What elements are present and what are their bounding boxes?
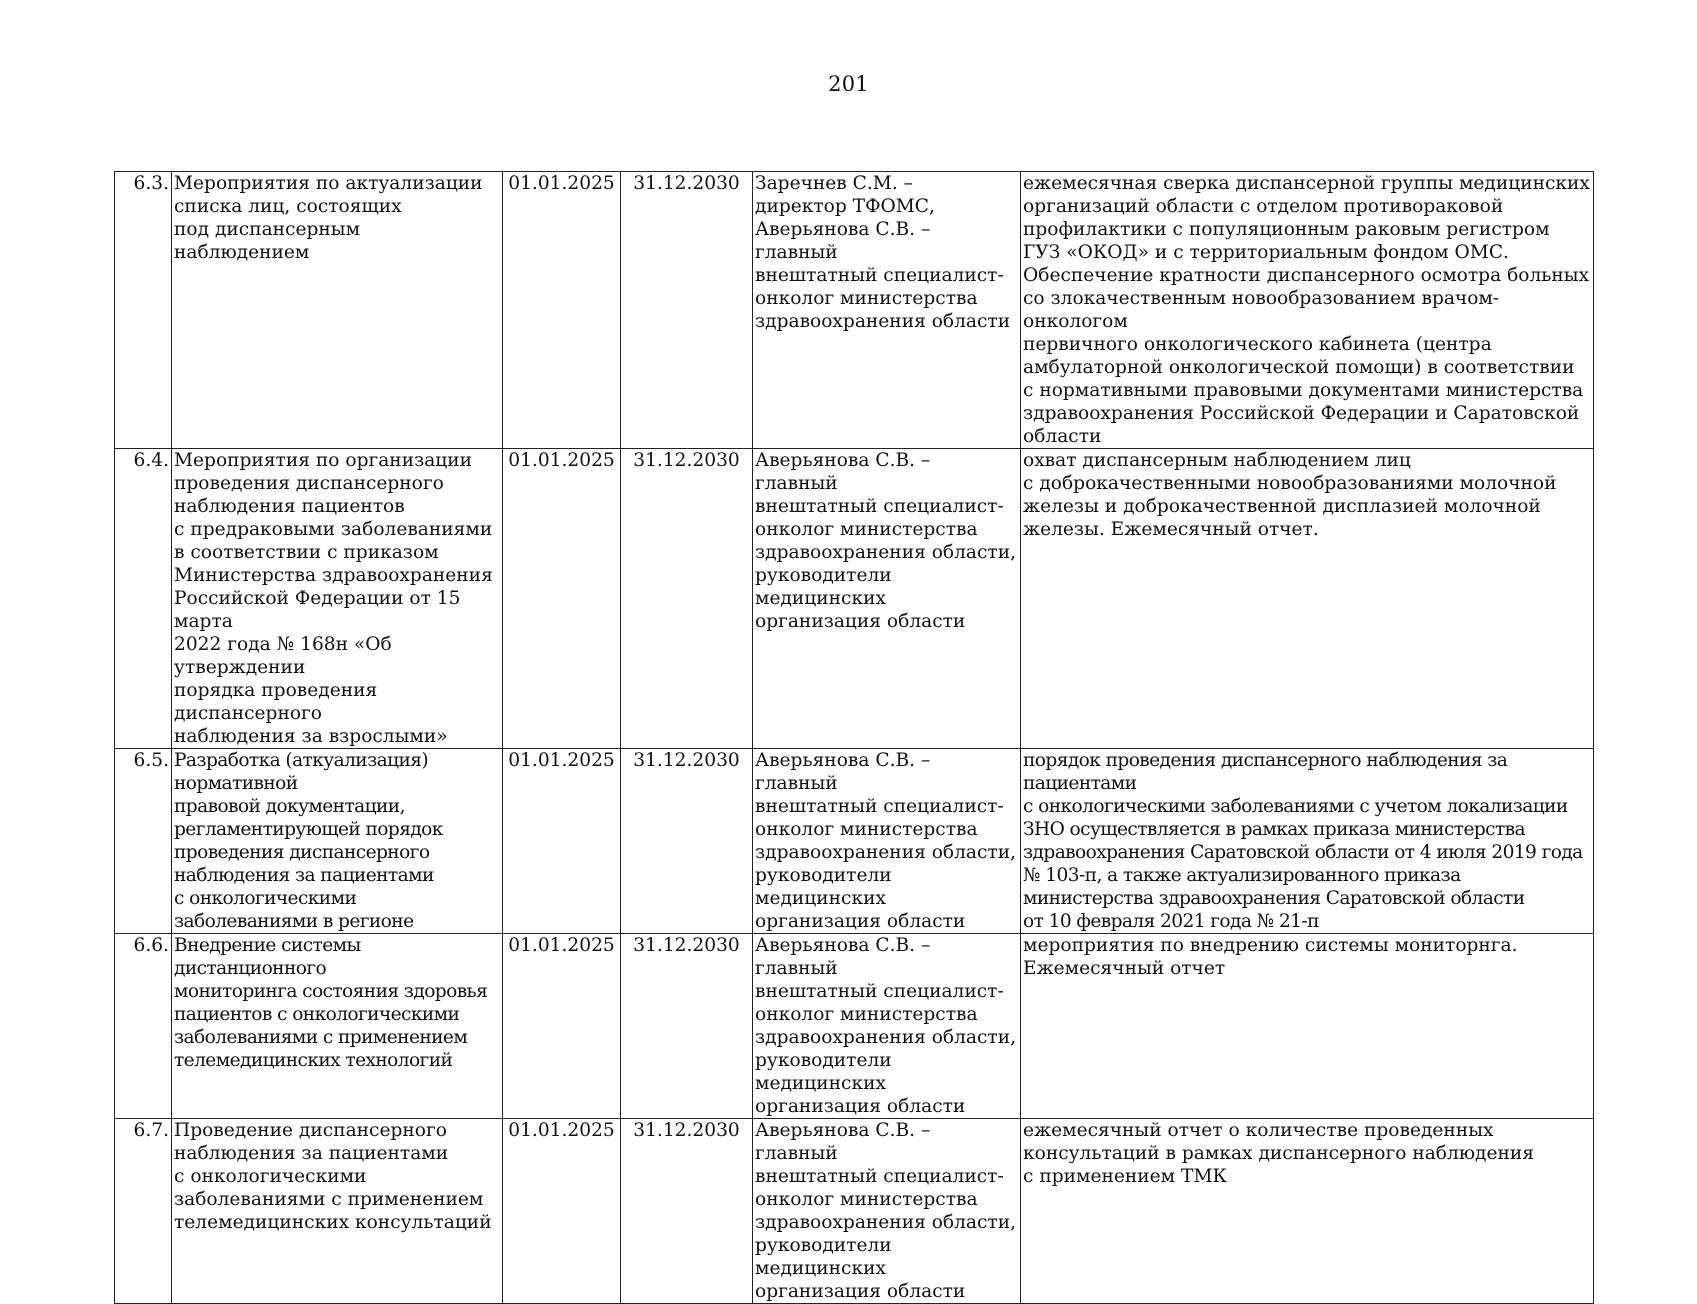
measure-name: Проведение диспансерного наблюдения за пациентами с онкологическими заболеваниями с применением телемедицинских консультаций	[172, 1119, 503, 1304]
item-number: 6.7.	[115, 1119, 172, 1304]
end-date: 31.12.2030	[621, 934, 753, 1119]
item-number: 6.6.	[115, 934, 172, 1119]
expected-result: порядок проведения диспансерного наблюдения за пациентами с онкологическими заболеваниями с учетом локализации ЗНО осуществляется в рамках приказа министерства здравоохранения Саратовской области от 4 июля 2019 года № 103-п, а также актуализированного приказа министерства здравоохранения Саратовской области от 10 февраля 2021 года № 21-п	[1021, 749, 1594, 934]
measure-name: Мероприятия по организации проведения диспансерного наблюдения пациентов с предраковыми заболеваниями в соответствии с приказом Министерства здравоохранения Российской Федерации от 15 марта 2022 года № 168н «Об утверждении порядка проведения диспансерного наблюдения за взрослыми»	[172, 449, 503, 749]
page-number: 201	[828, 72, 869, 96]
expected-result: охват диспансерным наблюдением лиц с доброкачественными новообразованиями молочной железы и доброкачественной дисплазией молочной железы. Ежемесячный отчет.	[1021, 449, 1594, 749]
item-number: 6.5.	[115, 749, 172, 934]
responsible-persons: Аверьянова С.В. – главный внештатный специалист- онколог министерства здравоохранения области, руководители медицинских организация области	[753, 934, 1021, 1119]
table-row	[115, 172, 1594, 449]
responsible-persons: Аверьянова С.В. – главный внештатный специалист- онколог министерства здравоохранения области, руководители медицинских организация области	[753, 749, 1021, 934]
responsible-persons: Аверьянова С.В. – главный внештатный специалист- онколог министерства здравоохранения области, руководители медицинских организация области	[753, 1119, 1021, 1304]
start-date: 01.01.2025	[503, 449, 621, 749]
measures-table	[114, 171, 1594, 1304]
end-date: 31.12.2030	[621, 1119, 753, 1304]
expected-result: ежемесячная сверка диспансерной группы медицинских организаций области с отделом противораковой профилактики с популяционным раковым регистром ГУЗ «ОКОД» и с территориальным фондом ОМС. Обеспечение кратности диспансерного осмотра больных со злокачественным новообразованием врачом-онкологом первичного онкологического кабинета (центра амбулаторной онкологической помощи) в соответствии с нормативными правовыми документами министерства здравоохранения Российской Федерации и Саратовской области	[1021, 172, 1594, 449]
end-date: 31.12.2030	[621, 172, 753, 449]
start-date: 01.01.2025	[503, 1119, 621, 1304]
table-row	[115, 449, 1594, 749]
table-row	[115, 749, 1594, 934]
measure-name: Разработка (аткуализация) нормативной правовой документации, регламентирующей порядок проведения диспансерного наблюдения за пациентами с онкологическими заболеваниями в регионе	[172, 749, 503, 934]
table-row	[115, 1119, 1594, 1304]
responsible-persons: Заречнев С.М. – директор ТФОМС, Аверьянова С.В. – главный внештатный специалист- онколог министерства здравоохранения области	[753, 172, 1021, 449]
measure-name: Мероприятия по актуализации списка лиц, состоящих под диспансерным наблюдением	[172, 172, 503, 449]
expected-result: ежемесячный отчет о количестве проведенных консультаций в рамках диспансерного наблюдения с применением ТМК	[1021, 1119, 1594, 1304]
start-date: 01.01.2025	[503, 172, 621, 449]
end-date: 31.12.2030	[621, 749, 753, 934]
measure-name: Внедрение системы дистанционного мониторинга состояния здоровья пациентов с онкологическими заболеваниями с применением телемедицинских технологий	[172, 934, 503, 1119]
start-date: 01.01.2025	[503, 749, 621, 934]
start-date: 01.01.2025	[503, 934, 621, 1119]
expected-result: мероприятия по внедрению системы мониторнга. Ежемесячный отчет	[1021, 934, 1594, 1119]
item-number: 6.4.	[115, 449, 172, 749]
end-date: 31.12.2030	[621, 449, 753, 749]
responsible-persons: Аверьянова С.В. – главный внештатный специалист- онколог министерства здравоохранения области, руководители медицинских организация области	[753, 449, 1021, 749]
item-number: 6.3.	[115, 172, 172, 449]
table-row	[115, 934, 1594, 1119]
